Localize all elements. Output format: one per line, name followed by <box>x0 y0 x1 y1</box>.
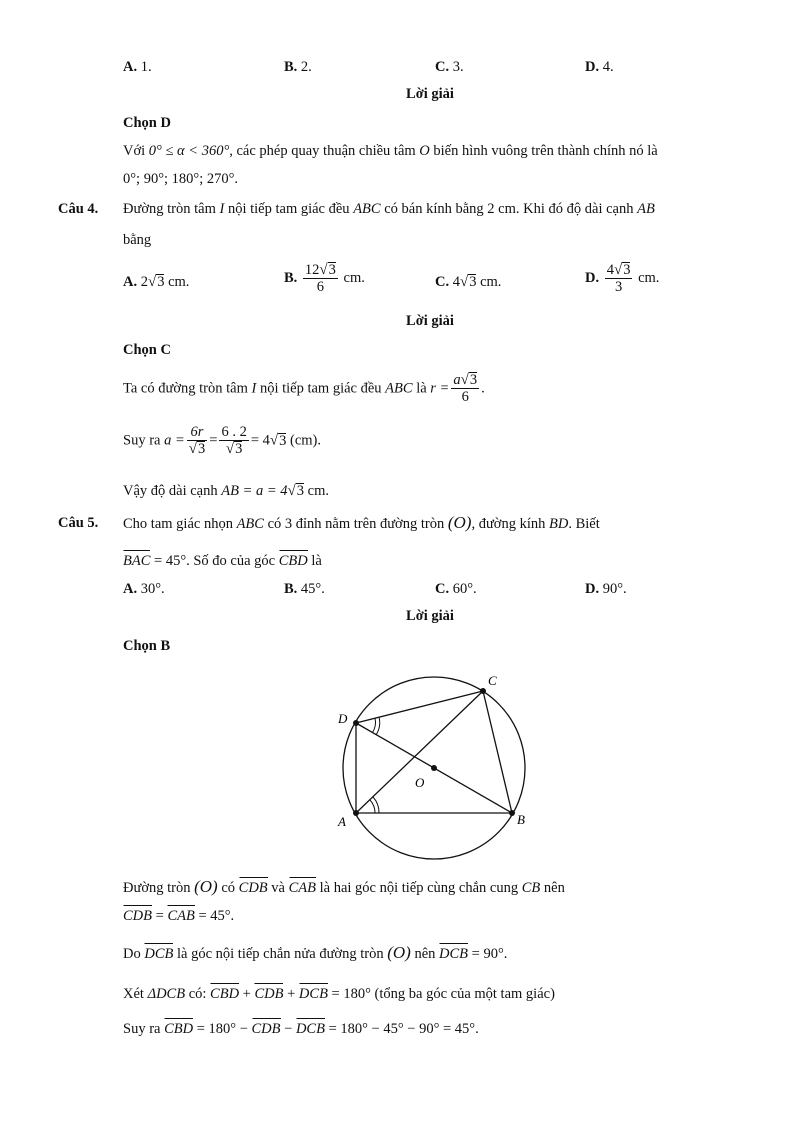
q4-solution-line-3: Vậy độ dài cạnh AB = a = 4√3 cm. <box>123 483 329 499</box>
q4-choice: Chọn C <box>123 342 171 358</box>
point-c <box>480 688 486 694</box>
q5-choice: Chọn B <box>123 638 171 654</box>
q3-option-c: C. 3. <box>435 59 464 75</box>
geometry-figure <box>330 668 540 866</box>
label-c: C <box>488 673 497 688</box>
q3-option-d: D. 4. <box>585 59 614 75</box>
q4-option-d: D. $\frac{4√3}{3}$ cm. <box>585 262 660 295</box>
q5-label: Câu 5. <box>58 515 99 531</box>
q3-option-b: B. 2. <box>284 59 312 75</box>
q5-solution-line-2: CDB = CAB = 45°. <box>123 908 235 924</box>
q5-option-d: D. 90°. <box>585 581 627 597</box>
label-a: A <box>338 814 346 829</box>
q4-solution-line-1: Ta có đường tròn tâm I nội tiếp tam giác đều ABC là r = $\frac{a√3}{6}$ . <box>123 372 485 405</box>
q3-solution-line-1: Với 0° ≤ α < 360°, các phép quay thuận chiều tâm O biến hình vuông trên thành chính nó là <box>123 143 658 159</box>
point-b <box>509 810 515 816</box>
q5-solution-line-5: Suy ra CBD = 180° − CDB − DCB = 180° − 45° − 90° = 45°. <box>123 1021 479 1037</box>
segment-ac <box>356 691 483 813</box>
angle-mark-d-inner <box>373 718 376 733</box>
q4-solution-line-2: Suy ra a = $\frac{6r}{√3}$ = $\frac{6 . 2}{√3}$ = 4√3 (cm). <box>123 424 321 457</box>
q4-label: Câu 4. <box>58 201 99 217</box>
q3-option-a: A. 1. <box>123 59 152 75</box>
q5-solution-line-3: Do DCB là góc nội tiếp chắn nửa đường tròn (O) nên DCB = 90°. <box>123 943 508 962</box>
label-o: O <box>415 775 425 790</box>
q3-solution-heading: Lời giải <box>406 86 454 102</box>
q5-text-line-2: BAC = 45°. Số đo của góc CBD là <box>123 553 322 569</box>
angle-mark-a-inner <box>370 800 375 813</box>
point-a <box>353 810 359 816</box>
q3-solution-line-2: 0°; 90°; 180°; 270°. <box>123 171 239 187</box>
q4-text-line-2: bằng <box>123 232 152 248</box>
q3-choice: Chọn D <box>123 115 171 131</box>
q4-solution-heading: Lời giải <box>406 313 454 329</box>
q5-option-c: C. 60°. <box>435 581 477 597</box>
q5-solution-line-1: Đường tròn (O) có CDB và CAB là hai góc nội tiếp cùng chắn cung CB nên <box>123 877 565 896</box>
segment-cb <box>483 691 512 813</box>
angle-mark-d-outer <box>376 717 380 735</box>
q5-solution-heading: Lời giải <box>406 608 454 624</box>
point-d <box>353 720 359 726</box>
q5-text-line-1: Cho tam giác nhọn ABC có 3 đỉnh nằm trên đường tròn (O), đường kính BD. Biết <box>123 513 600 532</box>
point-o <box>431 765 437 771</box>
q4-text-line-1: Đường tròn tâm I nội tiếp tam giác đều ABC có bán kính bằng 2 cm. Khi đó độ dài cạnh AB <box>123 201 655 217</box>
q4-option-a: A. 2√3 cm. <box>123 274 190 290</box>
label-d: D <box>338 711 348 726</box>
q4-option-c: C. 4√3 cm. <box>435 274 502 290</box>
q5-option-a: A. 30°. <box>123 581 165 597</box>
q5-solution-line-4: Xét ΔDCB có: CBD + CDB + DCB = 180° (tổng ba góc của một tam giác) <box>123 986 555 1002</box>
q4-option-b: B. $\frac{12√3}{6}$ cm. <box>284 262 365 295</box>
label-b: B <box>517 812 525 827</box>
q5-option-b: B. 45°. <box>284 581 325 597</box>
